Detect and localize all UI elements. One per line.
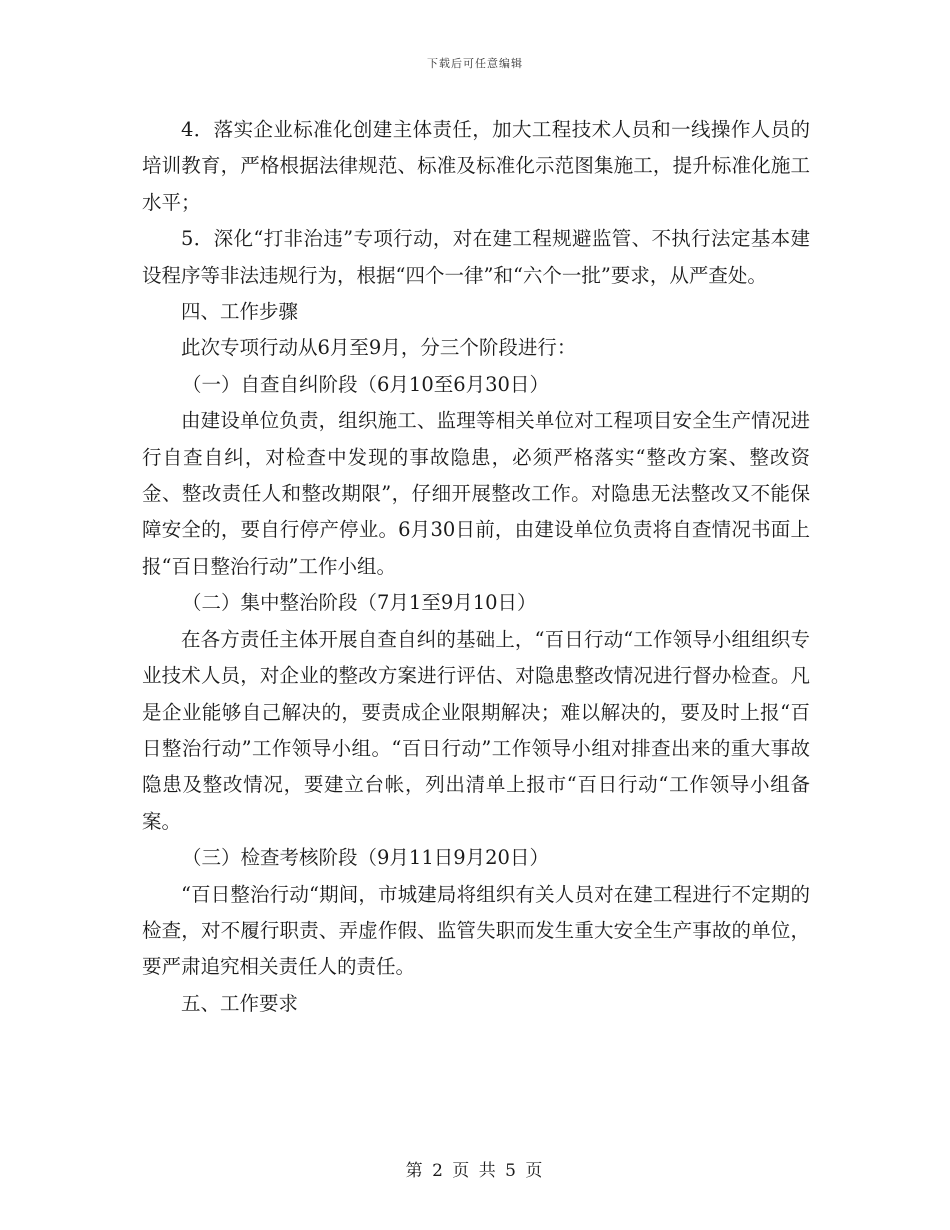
section-heading-work-steps: 四、工作步骤 — [181, 300, 299, 324]
document-body — [142, 112, 810, 1022]
subheading-self-check: （一）自查自纠阶段（6月10至6月30日） — [182, 372, 549, 396]
paragraph-item-4: 4．落实企业标准化创建主体责任，加大工程技术人员和一线操作人员的培训教育，严格根据法律规范、标准及标准化示范图集施工，提升标准化施工水平； — [142, 118, 810, 214]
paragraph-inspection: “百日整治行动“期间，市城建局将组织有关人员对在建工程进行不定期的检查，对不履行职责、弄虚作假、监管失职而发生重大安全生产事故的单位，要严肃追究相关责任人的责任。 — [142, 882, 810, 979]
subheading-concentrated: （二）集中整治阶段（7月1至9月10日） — [182, 591, 537, 615]
paragraph-item-5: 5．深化“打非治违”专项行动，对在建工程规避监管、不执行法定基本建设程序等非法违规行为，根据“四个一律”和“六个一批”要求，从严查处。 — [142, 227, 810, 287]
section-heading-work-requirements: 五、工作要求 — [181, 991, 299, 1015]
page-header: 下载后可任意编辑 — [427, 57, 523, 70]
paragraph-self-check: 由建设单位负责，组织施工、监理等相关单位对工程项目安全生产情况进行自查自纠，对检查中发现的事故隐患，必须严格落实“整改方案、整改资金、整改责任人和整改期限”，仔细开展整改工作。对隐患无法整改又不能保障安全的，要自行停产停业。6月30日前，由建设单位负责将自查情况书面上报“百日整治行动”工作小组。 — [142, 409, 810, 578]
subheading-inspection: （三）检查考核阶段（9月11日9月20日） — [182, 846, 549, 870]
page-footer: 第 2 页 共 5 页 — [405, 1161, 545, 1181]
paragraph-intro: 此次专项行动从6月至9月，分三个阶段进行： — [181, 336, 577, 360]
paragraph-concentrated: 在各方责任主体开展自查自纠的基础上，“百日行动“工作领导小组组织专业技术人员，对企业的整改方案进行评估、对隐患整改情况进行督办检查。凡是企业能够自己解决的，要责成企业限期解决；难以解决的，要及时上报“百日整治行动”工作领导小组。“百日行动”工作领导小组对排查出来的重大事故隐患及整改情况，要建立台帐，列出清单上报市“百日行动“工作领导小组备案。 — [142, 627, 810, 833]
